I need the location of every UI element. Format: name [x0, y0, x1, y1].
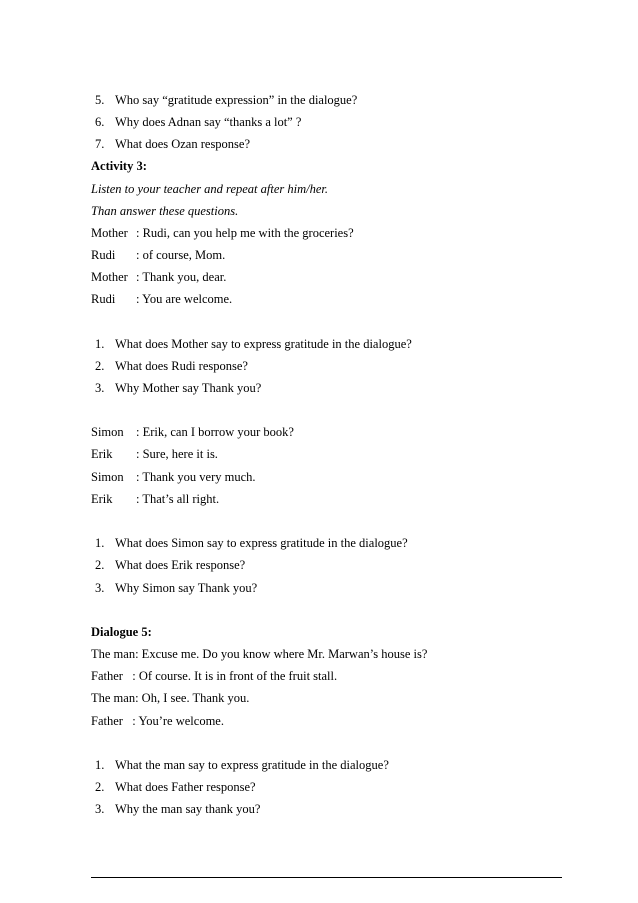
dialogue-line: : Rudi, can you help me with the groceries? [136, 226, 354, 240]
question-number: 7. [95, 137, 105, 151]
question-text: What the man say to express gratitude in the dialogue? [115, 758, 389, 772]
question-text: What does Erik response? [115, 558, 246, 572]
question-number: 6. [95, 115, 105, 129]
question-text: Why the man say thank you? [115, 802, 261, 816]
dialogue-line: : of course, Mom. [136, 248, 226, 262]
question-text: What does Father response? [115, 780, 256, 794]
question-number: 3. [95, 581, 105, 595]
dialogue-line: : You are welcome. [136, 292, 233, 306]
question-number: 2. [95, 780, 105, 794]
question-text: Who say “gratitude expression” in the dialogue? [115, 93, 358, 107]
question-number: 1. [95, 337, 105, 351]
dialogue-speaker: Erik [91, 492, 113, 506]
question-number: 5. [95, 93, 105, 107]
dialogue-heading: Dialogue 5: [91, 625, 152, 639]
dialogue-line: Father : Of course. It is in front of the fruit stall. [91, 669, 338, 683]
dialogue-speaker: Mother [91, 226, 128, 240]
dialogue-line: The man: Excuse me. Do you know where Mr. Marwan’s house is? [91, 647, 428, 661]
question-text: Why Mother say Thank you? [115, 381, 262, 395]
dialogue-speaker: Simon [91, 470, 124, 484]
dialogue-line: : Erik, can I borrow your book? [136, 425, 294, 439]
question-text: What does Simon say to express gratitude in the dialogue? [115, 536, 408, 550]
question-number: 3. [95, 802, 105, 816]
activity-heading: Activity 3: [91, 159, 147, 173]
dialogue-speaker: Rudi [91, 292, 116, 306]
question-text: Why Simon say Thank you? [115, 581, 258, 595]
dialogue-speaker: Simon [91, 425, 124, 439]
question-text: What does Ozan response? [115, 137, 251, 151]
dialogue-line: Father : You’re welcome. [91, 714, 224, 728]
dialogue-speaker: Mother [91, 270, 128, 284]
question-number: 3. [95, 381, 105, 395]
question-text: What does Rudi response? [115, 359, 248, 373]
question-text: Why does Adnan say “thanks a lot” ? [115, 115, 302, 129]
question-number: 1. [95, 536, 105, 550]
dialogue-speaker: Erik [91, 447, 113, 461]
dialogue-line: : That’s all right. [136, 492, 220, 506]
question-number: 2. [95, 558, 105, 572]
dialogue-line: : Sure, here it is. [136, 447, 218, 461]
dialogue-line: : Thank you, dear. [136, 270, 227, 284]
dialogue-line: The man: Oh, I see. Thank you. [91, 691, 250, 705]
question-text: What does Mother say to express gratitude in the dialogue? [115, 337, 412, 351]
footer-rule [91, 877, 562, 878]
instruction-line: Listen to your teacher and repeat after him/her. [91, 182, 329, 196]
question-number: 2. [95, 359, 105, 373]
dialogue-speaker: Rudi [91, 248, 116, 262]
question-number: 1. [95, 758, 105, 772]
instruction-line: Than answer these questions. [91, 204, 239, 218]
dialogue-line: : Thank you very much. [136, 470, 256, 484]
